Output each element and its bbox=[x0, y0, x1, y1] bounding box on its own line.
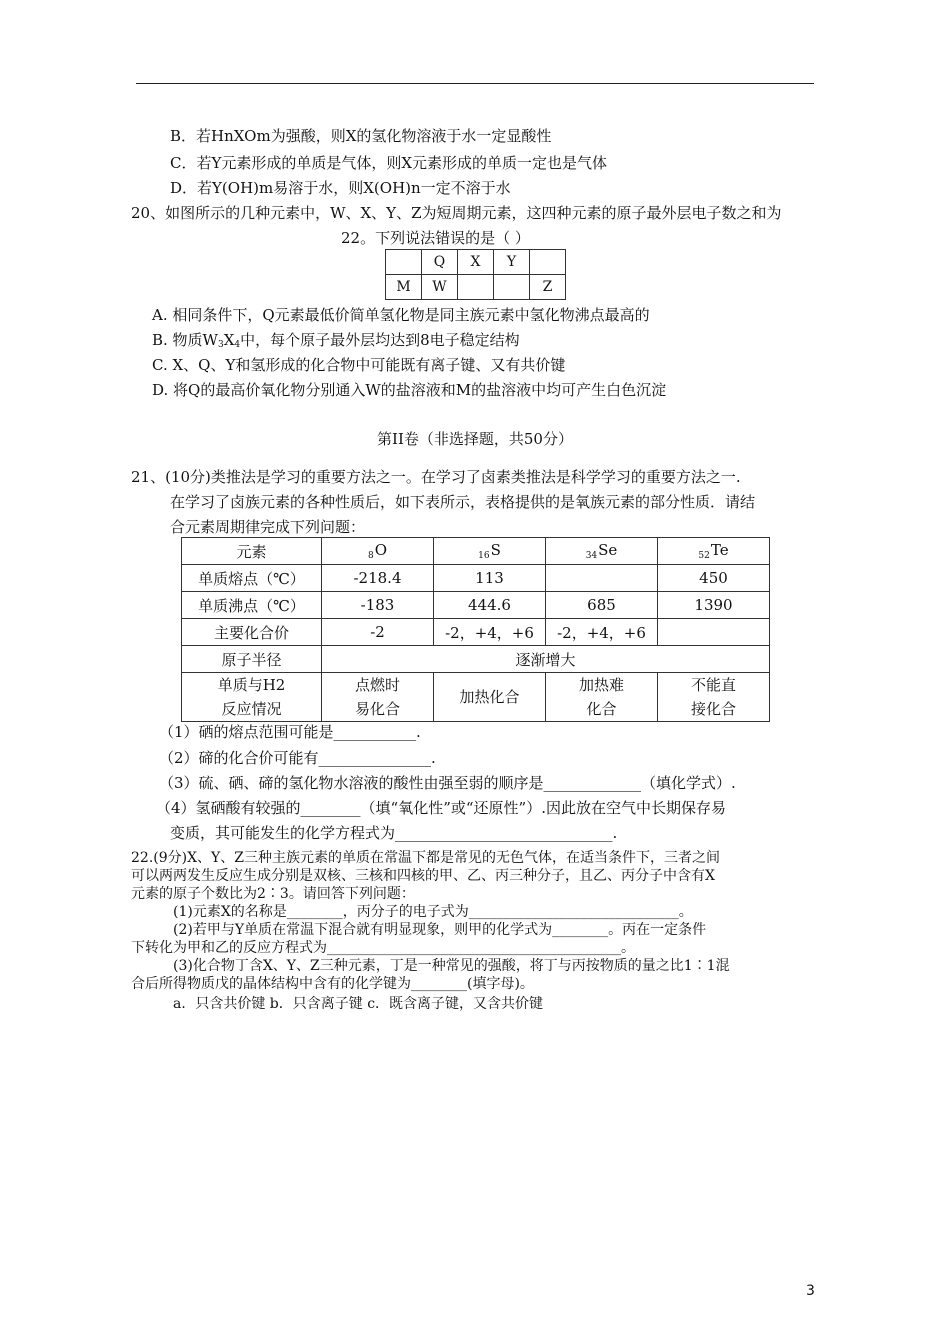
table-cell: 444.6 bbox=[434, 592, 546, 619]
table-cell bbox=[658, 673, 770, 722]
element-symbol: S bbox=[490, 541, 501, 559]
table-cell bbox=[182, 673, 322, 722]
q21-stem-line1: 21、(10分)类推法是学习的重要方法之一。在学习了卤素类推法是科学学习的重要方法之一. bbox=[131, 468, 741, 486]
q22-line8: 合后所得物质戊的晶体结构中含有的化学键为________(填字母)。 bbox=[131, 976, 534, 992]
atomic-number: 34 bbox=[585, 551, 598, 561]
section-title: 第II卷（非选择题，共50分） bbox=[377, 430, 573, 448]
q22-line6: 下转化为甲和乙的反应方程式为__________________________________________。 bbox=[131, 940, 635, 956]
table-cell: -2，+4，+6 bbox=[546, 619, 658, 646]
cell-line: 接化合 bbox=[690, 700, 736, 718]
grid-cell: X bbox=[458, 250, 494, 275]
table-cell: 单质沸点（℃） bbox=[182, 592, 322, 619]
table-cell: 450 bbox=[658, 565, 770, 592]
cell-line: 反应情况 bbox=[221, 700, 282, 718]
table-cell: -2，+4，+6 bbox=[434, 619, 546, 646]
q22-line4: (1)元素X的名称是________，丙分子的电子式为______________________________。 bbox=[173, 904, 693, 920]
element-symbol: Se bbox=[598, 541, 618, 559]
q19-option-d: D．若Y(OH)m易溶于水，则X(OH)n一定不溶于水 bbox=[170, 179, 511, 197]
cell-line: 点燃时 bbox=[354, 676, 400, 694]
atomic-number: 16 bbox=[478, 551, 490, 561]
q20-option-d: D. 将Q的最高价氧化物分别通入W的盐溶液和M的盐溶液中均可产生白色沉淀 bbox=[152, 381, 667, 399]
cell-line: 单质与H2 bbox=[217, 676, 286, 694]
q21-part1: （1）硒的熔点范围可能是___________. bbox=[159, 723, 421, 741]
cell-line: 不能直 bbox=[690, 676, 736, 694]
q21-stem-line3: 合元素周期律完成下列问题： bbox=[170, 518, 366, 536]
grid-cell bbox=[530, 250, 566, 275]
header-cell bbox=[322, 538, 434, 565]
table-row bbox=[182, 673, 770, 722]
q21-part4: （4）氢硒酸有较强的________（填“氧化性”或“还原性”）.因此放在空气中长期保存易 bbox=[156, 799, 726, 817]
table-header-row bbox=[182, 538, 770, 565]
element-symbol: Te bbox=[710, 541, 729, 559]
q22-line3: 元素的原子个数比为2∶3。请回答下列问题： bbox=[131, 886, 415, 902]
grid-row bbox=[386, 275, 566, 300]
header-cell bbox=[434, 538, 546, 565]
grid-cell: M bbox=[386, 275, 422, 300]
grid-cell bbox=[458, 275, 494, 300]
table-cell: 逐渐增大 bbox=[322, 646, 770, 673]
grid-cell: W bbox=[422, 275, 458, 300]
q20-stem-line2: 22。下列说法错误的是（ ） bbox=[341, 229, 530, 247]
header-cell bbox=[546, 538, 658, 565]
q22-line1: 22.(9分)X、Y、Z三种主族元素的单质在常温下都是常见的无色气体，在适当条件下，三者之间 bbox=[131, 850, 721, 866]
table-cell: 685 bbox=[546, 592, 658, 619]
table-row bbox=[182, 646, 770, 673]
q22-line2: 可以两两发生反应生成分别是双核、三核和四核的甲、乙、丙三种分子，且乙、丙分子中含有X bbox=[131, 868, 715, 884]
table-cell: -183 bbox=[322, 592, 434, 619]
q21-part2: （2）碲的化合价可能有_______________. bbox=[159, 749, 436, 767]
table-cell: 主要化合价 bbox=[182, 619, 322, 646]
element-symbol: O bbox=[374, 541, 388, 559]
q20-stem-line1: 20、如图所示的几种元素中，W、X、Y、Z为短周期元素，这四种元素的原子最外层电子数之和为 bbox=[131, 204, 782, 222]
q22-line7: (3)化合物丁含X、Y、Z三种元素，丁是一种常见的强酸，将丁与丙按物质的量之比1∶1混 bbox=[173, 958, 730, 974]
table-cell: 1390 bbox=[658, 592, 770, 619]
table-row bbox=[182, 592, 770, 619]
table-cell bbox=[546, 565, 658, 592]
table-cell bbox=[322, 673, 434, 722]
cell-line: 化合 bbox=[586, 700, 617, 718]
header-rule bbox=[136, 83, 814, 84]
table-cell bbox=[658, 619, 770, 646]
q22-line5: (2)若甲与Y单质在常温下混合就有明显现象，则甲的化学式为________。丙在一定条件 bbox=[173, 922, 707, 938]
table-cell: -2 bbox=[322, 619, 434, 646]
table-cell: 113 bbox=[434, 565, 546, 592]
table-cell: 原子半径 bbox=[182, 646, 322, 673]
periodic-grid bbox=[385, 249, 566, 300]
subscript: 4 bbox=[234, 340, 241, 350]
subscript: 3 bbox=[217, 340, 224, 350]
table-cell: -218.4 bbox=[322, 565, 434, 592]
q21-part5: 变质，其可能发生的化学方程式为_____________________________. bbox=[170, 824, 618, 842]
q19-option-c: C．若Y元素形成的单质是气体，则X元素形成的单质一定也是气体 bbox=[170, 154, 608, 172]
q20-option-c: C. X、Q、Y和氢形成的化合物中可能既有离子键、又有共价键 bbox=[152, 356, 566, 374]
q20-option-b bbox=[152, 330, 520, 355]
q22-line9: a．只含共价键 b．只含离子键 c．既含离子键，又含共价键 bbox=[173, 996, 544, 1012]
q21-stem-line2: 在学习了卤族元素的各种性质后，如下表所示，表格提供的是氧族元素的部分性质．请结 bbox=[170, 493, 756, 511]
header-cell bbox=[658, 538, 770, 565]
q20-option-b-text: X bbox=[223, 331, 235, 349]
table-cell bbox=[546, 673, 658, 722]
grid-row bbox=[386, 250, 566, 275]
cell-line: 易化合 bbox=[354, 700, 400, 718]
grid-cell: Q bbox=[422, 250, 458, 275]
q20-option-b-text: B. 物质W bbox=[152, 331, 218, 349]
atomic-number: 8 bbox=[367, 551, 374, 561]
table-cell: 加热化合 bbox=[434, 673, 546, 722]
q20-option-b-text: 中，每个原子最外层均达到8电子稳定结构 bbox=[240, 331, 520, 349]
q19-option-b: B．若HnXOm为强酸，则X的氢化物溶液于水一定显酸性 bbox=[170, 127, 552, 145]
grid-cell: Z bbox=[530, 275, 566, 300]
page-number: 3 bbox=[806, 1283, 815, 1299]
oxygen-family-table bbox=[181, 537, 770, 722]
header-cell: 元素 bbox=[182, 538, 322, 565]
table-row bbox=[182, 619, 770, 646]
table-row bbox=[182, 565, 770, 592]
atomic-number: 52 bbox=[698, 551, 710, 561]
grid-cell bbox=[494, 275, 530, 300]
grid-cell bbox=[386, 250, 422, 275]
q20-option-a: A. 相同条件下，Q元素最低价简单氢化物是同主族元素中氢化物沸点最高的 bbox=[152, 306, 650, 324]
cell-line: 加热难 bbox=[578, 676, 624, 694]
grid-cell: Y bbox=[494, 250, 530, 275]
q21-part3: （3）硫、硒、碲的氢化物水溶液的酸性由强至弱的顺序是_____________（填化学式）. bbox=[159, 774, 736, 792]
table-cell: 单质熔点（℃） bbox=[182, 565, 322, 592]
